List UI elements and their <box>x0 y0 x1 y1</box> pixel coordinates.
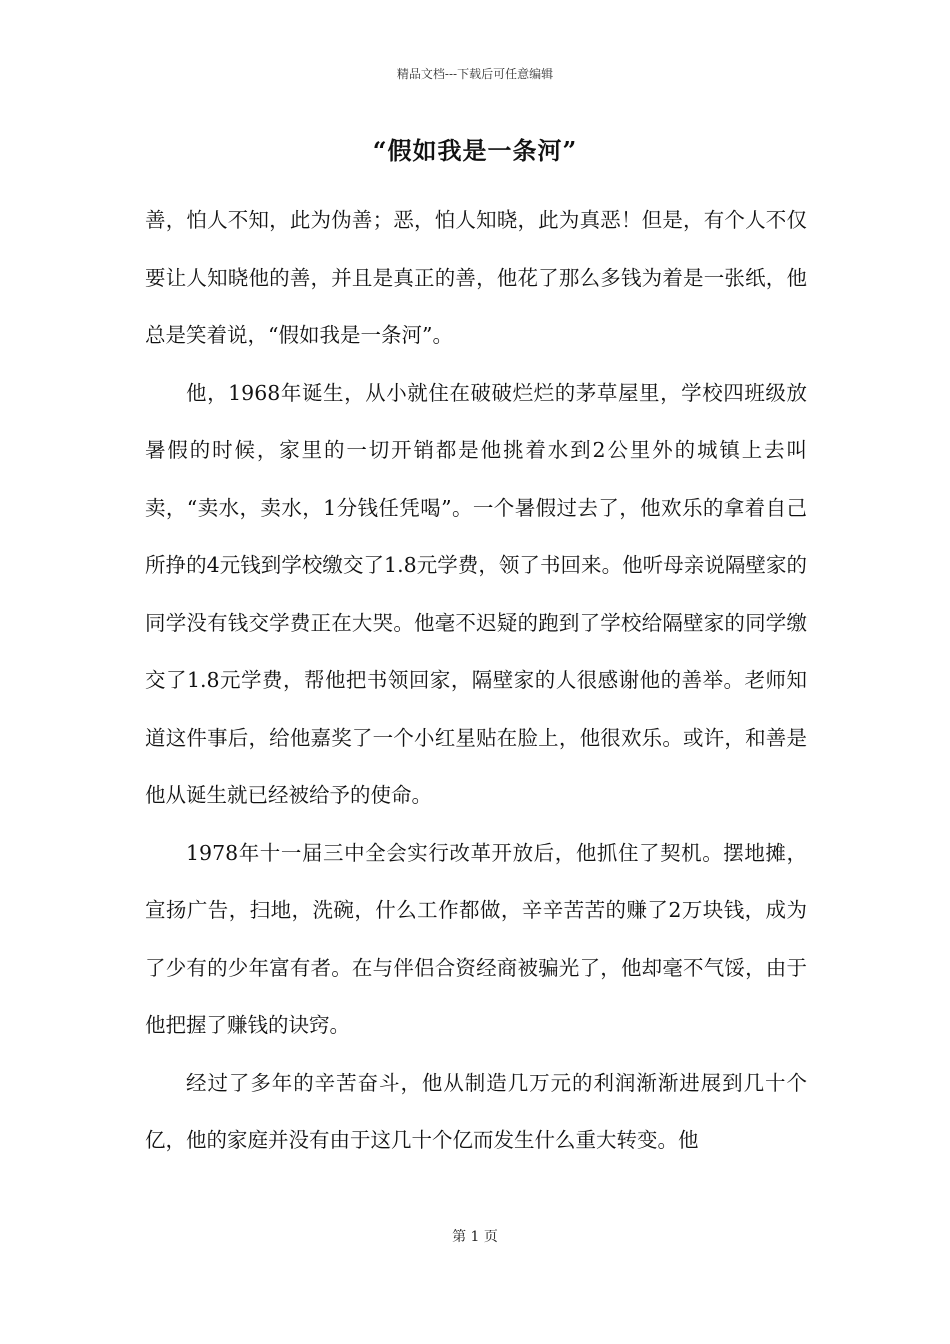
document-body <box>145 192 807 1170</box>
page-number: 第 1 页 <box>452 1229 498 1245</box>
paragraph-3: 1978年十一届三中全会实行改革开放后，他抓住了契机。摆地摊，宣扬广告，扫地，洗碗，什么工作都做，辛辛苦苦的赚了2万块钱，成为了少有的少年富有者。在与伴侣合资经商被骗光了，他却毫不气馁，由于他把握了赚钱的诀窍。 <box>145 840 807 1037</box>
paragraph-4: 经过了多年的辛苦奋斗，他从制造几万元的利润渐渐进展到几十个亿，他的家庭并没有由于这几十个亿而发生什么重大转变。他 <box>145 1070 807 1152</box>
paragraph-2: 他，1968年诞生，从小就住在破破烂烂的茅草屋里，学校四班级放暑假的时候，家里的一切开销都是他挑着水到2公里外的城镇上去叫卖，“卖水，卖水，1分钱任凭喝”。一个暑假过去了，他欢乐的拿着自己所挣的4元钱到学校缴交了1.8元学费，领了书回来。他听母亲说隔壁家的同学没有钱交学费正在大哭。他毫不迟疑的跑到了学校给隔壁家的同学缴交了1.8元学费，帮他把书领回家，隔壁家的人很感谢他的善举。老师知道这件事后，给他嘉奖了一个小红星贴在脸上，他很欢乐。或许，和善是他从诞生就已经被给予的使命。 <box>145 380 807 807</box>
page-header: 精品文档---下载后可任意编辑 <box>396 67 554 81</box>
document-title: “假如我是一条河” <box>372 136 578 165</box>
paragraph-1: 善，怕人不知，此为伪善；恶，怕人知晓，此为真恶！但是，有个人不仅要让人知晓他的善，并且是真正的善，他花了那么多钱为着是一张纸，他总是笑着说，“假如我是一条河”。 <box>145 208 807 347</box>
